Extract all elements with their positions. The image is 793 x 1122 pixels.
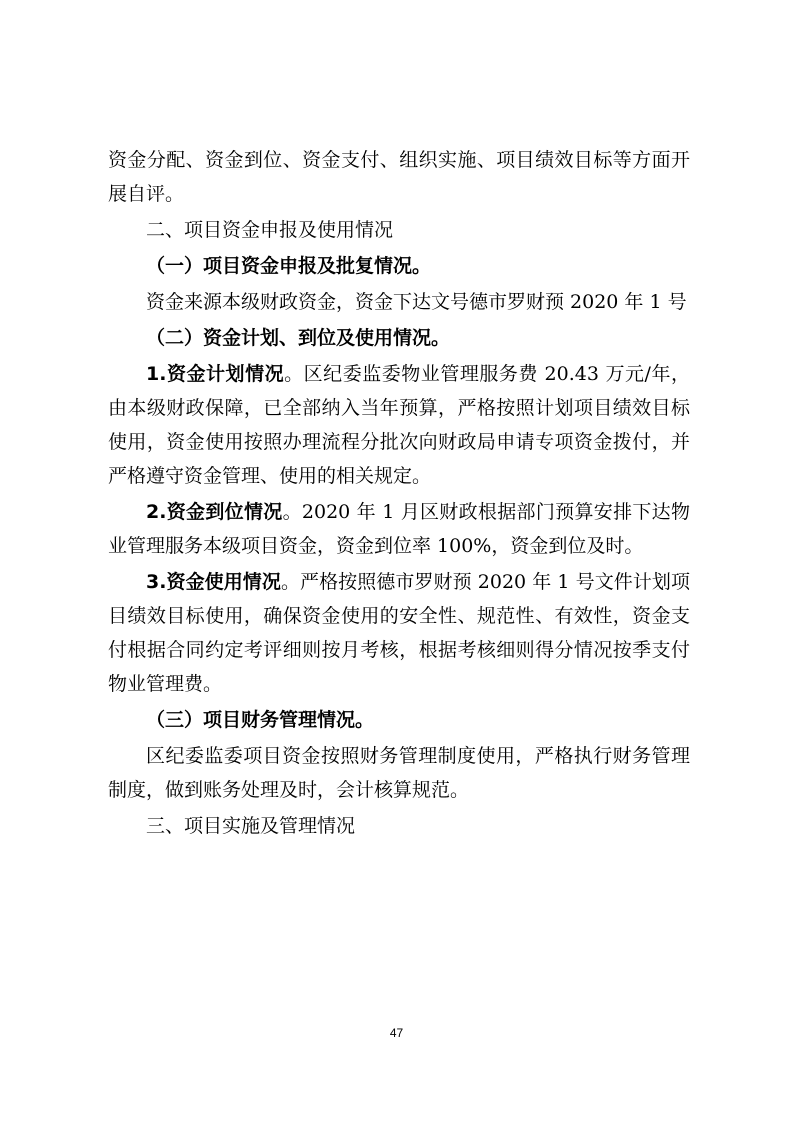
subsection-heading-2-2: （二）资金计划、到位及使用情况。 [146,327,451,349]
item-text-fund-arrival: 。2020 年 1 月区财政根据部门预算安排下达物业管理服务本级项目资金，资金到位率 100%，资金到位及时。 [108,501,690,557]
paragraph-fund-arrival [108,495,690,563]
paragraph-financial-management: 区纪委监委项目资金按照财务管理制度使用，严格执行财务管理制度，做到账务处理及时，会计核算规范。 [108,745,690,801]
subsection-heading-2-3: （三）项目财务管理情况。 [146,709,375,731]
section-heading-3: 三、项目实施及管理情况 [146,815,356,837]
subsection-heading-2-1: （一）项目资金申报及批复情况。 [146,255,432,277]
item-text-fund-usage: 。严格按照德市罗财预 2020 年 1 号文件计划项目绩效目标使用，确保资金使用的安全性、规范性、有效性，资金支付根据合同约定考评细则按月考核，根据考核细则得分情况按季支付物业管理费。 [108,571,690,695]
item-text-fund-plan: 。区纪委监委物业管理服务费 20.43 万元/年，由本级财政保障，已全部纳入当年预算，严格按照计划项目绩效目标使用，资金使用按照办理流程分批次向财政局申请专项资金拨付，并严格遵守资金管理、使用的相关规定。 [108,363,690,487]
item-title-fund-arrival: 2.资金到位情况 [146,501,283,523]
paragraph-fund-source: 资金来源本级财政资金，资金下达文号德市罗财预 2020 年 1 号 [146,291,687,313]
paragraph-self-evaluation-scope: 资金分配、资金到位、资金支付、组织实施、项目绩效目标等方面开展自评。 [108,149,690,205]
paragraph-fund-plan [108,357,690,493]
page-body [108,143,690,845]
page-number: 47 [389,1026,404,1040]
item-title-fund-plan: 1.资金计划情况 [146,363,285,385]
paragraph-fund-usage [108,565,690,701]
section-heading-2: 二、项目资金申报及使用情况 [146,219,394,241]
item-title-fund-usage: 3.资金使用情况 [146,571,281,593]
